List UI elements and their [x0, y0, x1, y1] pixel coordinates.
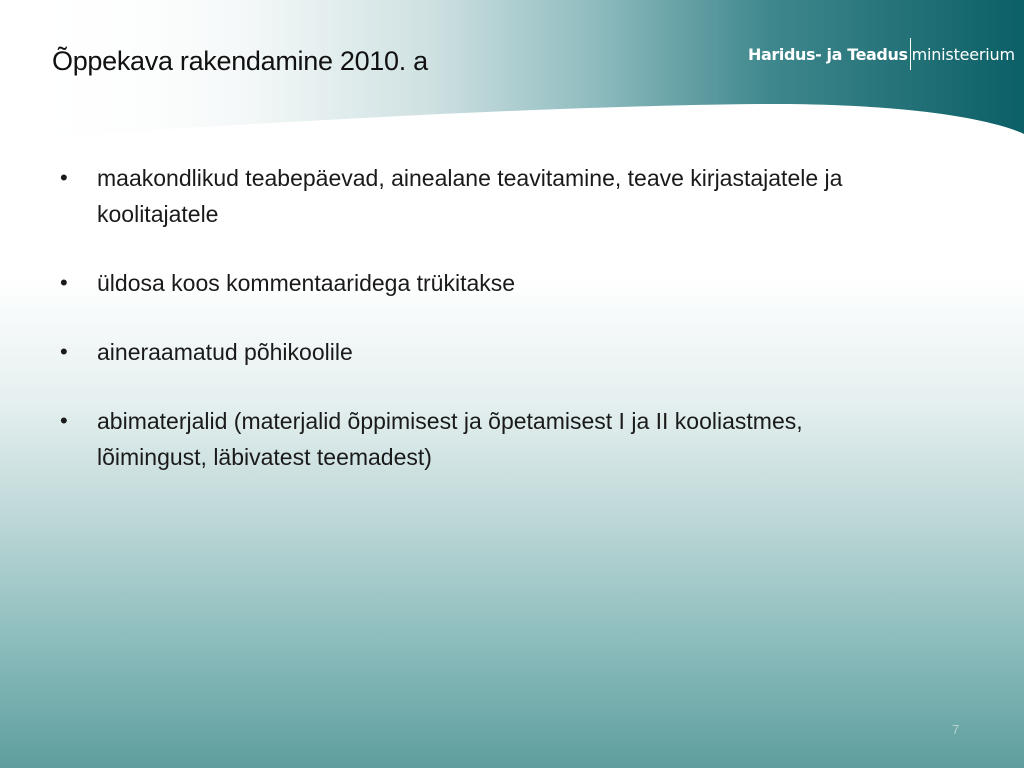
bullet-text: aineraamatud põhikoolile	[97, 339, 353, 365]
logo-light-text: ministeerium	[911, 44, 1015, 64]
bullet-dot: •	[60, 165, 68, 190]
logo-divider	[910, 38, 911, 70]
bullet-text: üldosa koos kommentaaridega trükitakse	[97, 270, 516, 296]
bullet-text: abimaterjalid (materjalid õppimisest ja õpetamisest I ja II kooliastmes, lõimingust, läbivatest teemadest)	[97, 408, 803, 470]
bullet-item	[60, 403, 860, 475]
page-number: 7	[952, 722, 960, 737]
ministry-logo	[748, 38, 1015, 70]
bullet-dot: •	[60, 270, 68, 295]
bullet-item	[60, 265, 860, 301]
bullet-text: maakondlikud teabepäevad, ainealane teavitamine, teave kirjastajatele ja koolitajatele	[97, 165, 843, 227]
bullet-dot: •	[60, 339, 68, 364]
bullet-item	[60, 160, 860, 232]
logo-bold-text: Haridus- ja Teadus	[748, 44, 908, 64]
bullet-list	[60, 160, 860, 508]
slide-title: Õppekava rakendamine 2010. a	[52, 46, 428, 76]
bullet-item	[60, 334, 860, 370]
bullet-dot: •	[60, 408, 68, 433]
